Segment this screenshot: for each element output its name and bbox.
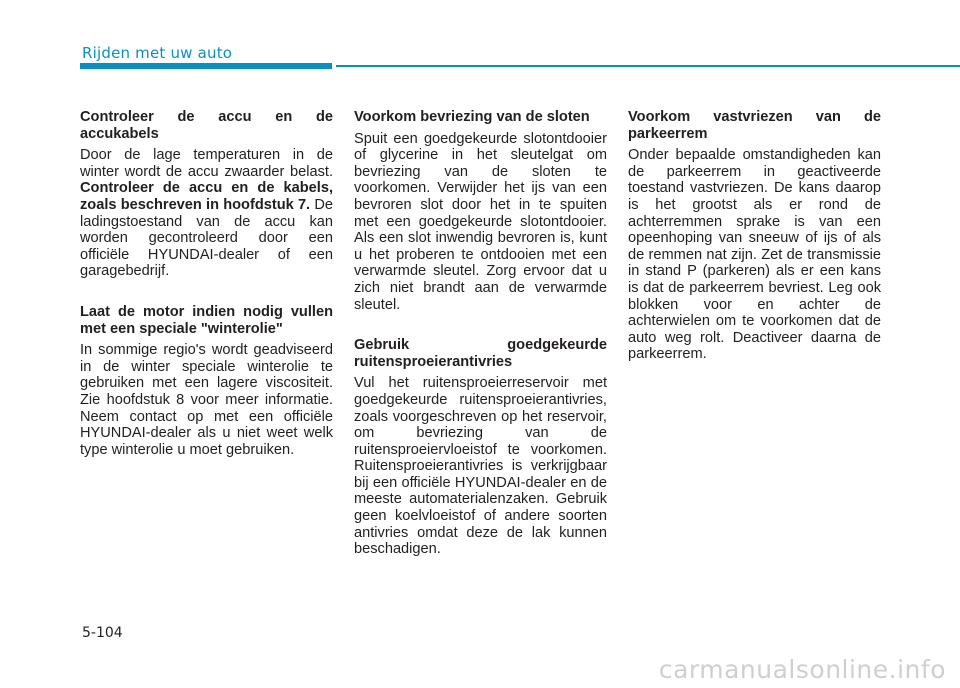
paragraph-antivries: Vul het ruitensproeierreservoir met goedgekeurde ruitensproeierantivries, zoals voorgeschreven op het reservoir, om bevriezing van de ruitensproeiervloeistof te voorkomen. Ruitensproeierantivries is verkrijgbaar bij een officiële HYUNDAI-dealer en de meeste automaterialenzaken. Gebruik geen koelvloeistof of andere soorten antivries omdat deze de lak kunnen beschadigen. <box>354 375 607 558</box>
column-3 <box>628 109 881 387</box>
heading-accu: Controleer de accu en de accukabels <box>80 109 333 142</box>
heading-parkeerrem: Voorkom vastvriezen van de parkeerrem <box>628 109 881 142</box>
header-bar-thin <box>336 65 960 67</box>
paragraph-winterolie: In sommige regio's wordt geadviseerd in de winter speciale winterolie te gebruiken met een lagere viscositeit. Zie hoofdstuk 8 voor meer informatie. Neem contact op met een officiële HYUNDAI-dealer als u niet weet welk type winterolie u moet gebruiken. <box>80 342 333 458</box>
heading-sloten: Voorkom bevriezing van de sloten <box>354 109 590 125</box>
page-number: 5-104 <box>82 625 123 641</box>
heading-antivries: Gebruik goedgekeurde ruitensproeierantivries <box>354 337 607 370</box>
heading-winterolie: Laat de motor indien nodig vullen met een speciale "winterolie" <box>80 303 333 337</box>
section-title: Rijden met uw auto <box>82 44 233 62</box>
paragraph-accu-bold: Controleer de accu en de kabels, zoals beschreven in hoofdstuk 7. <box>80 180 333 213</box>
column-2 <box>354 109 607 582</box>
header-bar-thick <box>80 63 332 69</box>
paragraph-accu-text-1: Door de lage temperaturen in de winter wordt de accu zwaarder belast. <box>80 147 333 180</box>
paragraph-parkeerrem: Onder bepaalde omstandigheden kan de parkeerrem in geactiveerde toestand vastvriezen. De kans daarop is het grootst als er rond de achterremmen sprake is van een opeenhoping van sneeuw of ijs of als de remmen nat zijn. Zet de transmissie in stand P (parkeren) als er een kans is dat de parkeerrem bevriest. Leg ook blokken voor en achter de achterwielen om te voorkomen dat de auto weg rolt. Deactiveer daarna de parkeerrem. <box>628 147 881 363</box>
paragraph-accu-text-2: De ladingstoestand van de accu kan worden gecontroleerd door een officiële HYUNDAI-dealer of een garagebedrijf. <box>80 196 333 280</box>
paragraph-sloten: Spuit een goedgekeurde slotontdooier of glycerine in het sleutelgat om bevriezing van de sloten te voorkomen. Verwijder het ijs van een bevroren slot door het in te spuiten met een goedgekeurde slotontdooier. Als een slot inwendig bevroren is, kunt u het proberen te ontdooien met een verwarmde sleutel. Zorg ervoor dat u zich niet brandt aan de verwarmde sleutel. <box>354 130 607 313</box>
column-1 <box>80 109 333 482</box>
paragraph-accu <box>80 147 333 280</box>
watermark: carmanualsonline.info <box>658 655 946 684</box>
